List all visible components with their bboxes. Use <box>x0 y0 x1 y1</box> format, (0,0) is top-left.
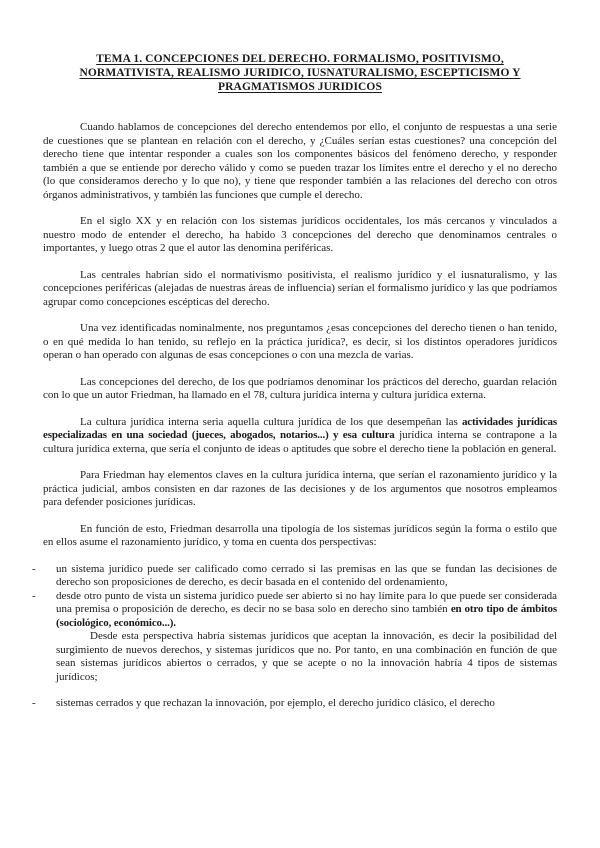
paragraph-text-segment: desde otro punto de vista un sistema jurídico puede ser abierto si no hay límite para lo que puede ser considerada una premisa o proposición de derecho, es decir no se basa solo en derecho sino también <box>56 589 557 615</box>
highlighted-text-segment: en otro tipo de ámbitos (sociológico, económico...). <box>56 603 557 629</box>
paragraph-reflejo-practica: Una vez identificadas nominalmente, nos preguntamos ¿esas concepciones del derecho tienen o han tenido, o en qué medida lo han tenido, su reflejo en la práctica jurídica?, es decir, si los distintos operadores jurídicos operan o han operado con algunas de esas concepciones o con una mezcla de varias. <box>43 322 557 361</box>
list-item-sistema-cerrado <box>32 562 557 590</box>
list-item-sistemas-cerrados-rechazan <box>32 697 557 711</box>
paragraph-text-segment: La cultura jurídica interna seria aquella cultura jurídica de los que desempeñan las <box>80 415 462 428</box>
paragraph-cultura-interna-externa <box>43 416 557 457</box>
paragraph-perspectiva-innovacion: Desde esta perspectiva habría sistemas jurídicos que aceptan la innovación, es decir la posibilidad del surgimiento de nuevos derechos, y sistemas jurídicos que no. Por tanto, en una combinación en función de que sean sistemas jurídicos abiertos o cerrados, y que se acepte o no la innovación habría 4 tipos de sistemas jurídicos; <box>56 630 557 683</box>
paragraph-text-segment: jurídica interna se contrapone a la cultura jurídica externa, que sería el conjunto de ideas o aptitudes que sobre el derecho tiene la población en general. <box>43 429 557 455</box>
title-line-2: NORMATIVISTA, REALISMO JURIDICO, IUSNATURALISMO, ESCEPTICISMO Y <box>79 67 521 79</box>
paragraph-centrales-perifericas: Las centrales habrían sido el normativismo positivista, el realismo jurídico y el iusnaturalismo, y las concepciones periféricas (alejadas de nuestras áreas de influencia) serían el formalismo jurídico y las que podríamos agrupar como concepciones escépticas del derecho. <box>43 268 557 308</box>
dash-bullet: - <box>32 589 36 602</box>
paragraph-concepciones-intro: Cuando hablamos de concepciones del derecho entendemos por ello, el conjunto de respuestas a una serie de cuestiones que se plantean en relación con el derecho, y ¿Cuáles serían estas cuestiones? una concepción del derecho tiene que intentar responder a cuales son los componentes básicos del fenómeno derecho, y responder también a que se entiende por derecho válido y como se pueden trazar los límites entre el derecho y el no derecho (lo que consideramos derecho y lo que no), y tiene que responder también a las relaciones del derecho con otros órganos administrativos, y también las funciones que cumple el derecho. <box>43 121 557 201</box>
list-item-sistema-abierto <box>32 589 557 631</box>
dash-bullet: - <box>32 562 36 575</box>
document-title <box>70 52 530 94</box>
title-line-3: PRAGMATISMOS JURIDICOS <box>218 81 382 93</box>
dash-bullet: - <box>32 697 36 709</box>
paragraph-elementos-claves: Para Friedman hay elementos claves en la cultura jurídica interna, que serían el razonamiento jurídico y la práctica judicial, ambos consisten en dar razones de las decisiones y de los argumentos que nosotros empleamos para defender posiciones jurídicas. <box>43 469 557 508</box>
list-item-text <box>56 590 557 629</box>
highlighted-text-segment: actividades jurídicas especializadas en una sociedad (jueces, abogados, notarios...) y esa cultura <box>43 415 558 441</box>
list-item-text: un sistema jurídico puede ser calificado como cerrado si las premisas en las que se fundan las decisiones de derecho son proposiciones de derecho, es decir basada en el contenido del ordenamiento, <box>56 562 557 588</box>
paragraph-friedman-culturas: Las concepciones del derecho, de los que podríamos denominar los prácticos del derecho, guardan relación con lo que un autor Friedman, ha llamado en el 78, cultura jurídica interna y cultura jurídica externa. <box>43 375 557 401</box>
paragraph-siglo-xx: En el siglo XX y en relación con los sistemas jurídicos occidentales, los más cercanos y vinculados a nuestro modo de entender el derecho, ha habido 3 concepciones del derecho que denominamos centrales o importantes, y luego otras 2 que el autor las denomina periféricas. <box>43 215 557 254</box>
list-item-text: sistemas cerrados y que rechazan la innovación, por ejemplo, el derecho jurídico clásico, el derecho <box>56 697 495 709</box>
title-line-1: TEMA 1. CONCEPCIONES DEL DERECHO. FORMALISMO, POSITIVISMO, <box>96 53 504 65</box>
paragraph-tipologia: En función de esto, Friedman desarrolla una tipología de los sistemas jurídicos según la forma o estilo que en ellos asume el razonamiento jurídico, y toma en cuenta dos perspectivas: <box>43 522 557 548</box>
